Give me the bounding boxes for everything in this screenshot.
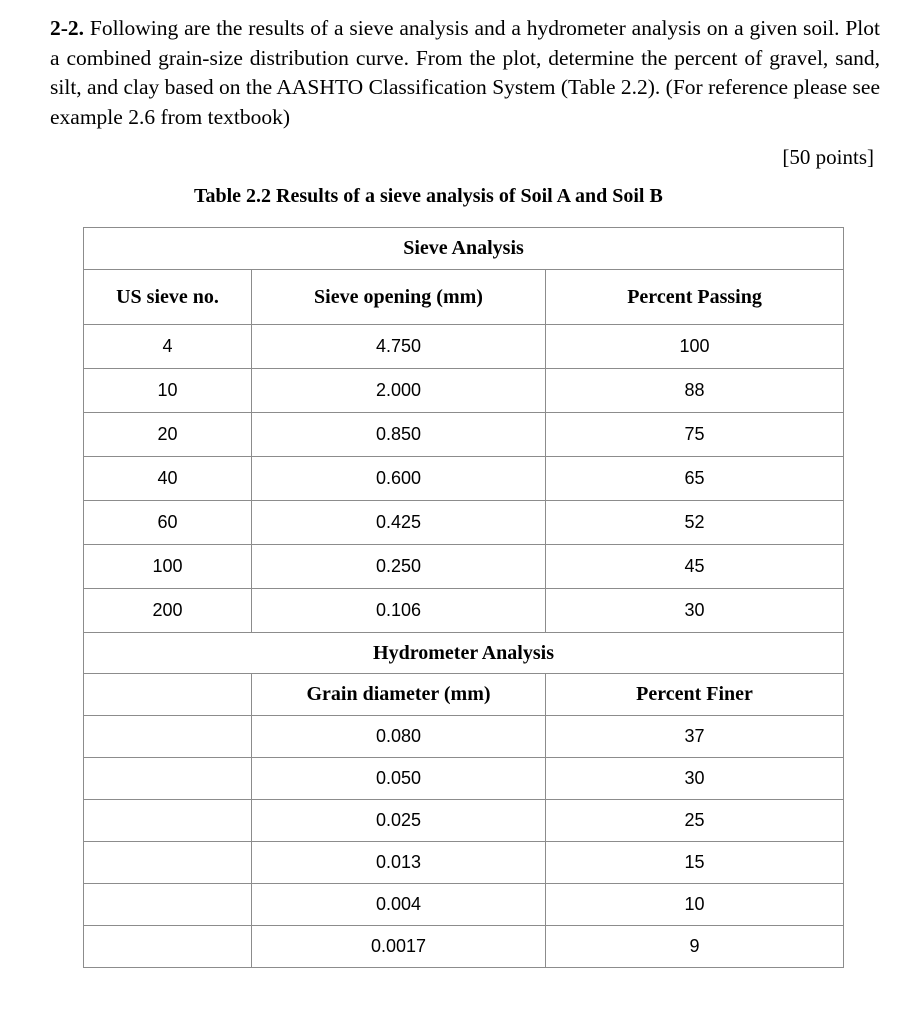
hydrometer-row	[84, 716, 844, 758]
grain-diameter-cell: 0.080	[252, 716, 546, 758]
percent-passing-cell: 88	[546, 369, 844, 413]
sieve-row	[84, 457, 844, 501]
grain-diameter-cell: 0.004	[252, 884, 546, 926]
sieve-number-cell: 4	[84, 325, 252, 369]
percent-finer-header: Percent Finer	[546, 674, 844, 716]
sieve-opening-header: Sieve opening (mm)	[252, 270, 546, 325]
percent-finer-cell: 15	[546, 842, 844, 884]
results-table	[83, 227, 844, 968]
sieve-number-cell: 10	[84, 369, 252, 413]
grain-diameter-cell: 0.025	[252, 800, 546, 842]
sieve-row	[84, 369, 844, 413]
sieve-section-title: Sieve Analysis	[84, 228, 844, 270]
sieve-number-cell: 40	[84, 457, 252, 501]
percent-passing-header: Percent Passing	[546, 270, 844, 325]
hydrometer-blank-cell	[84, 926, 252, 968]
hydrometer-row	[84, 842, 844, 884]
sieve-row	[84, 589, 844, 633]
problem-text: Following are the results of a sieve analysis and a hydrometer analysis on a given soil. Plot a combined grain-size distribution curve. From the plot, determine the percent of gravel, sand, silt, and clay based on the AASHTO Classification System (Table 2.2). (For reference please see example 2.6 from textbook)	[50, 16, 880, 129]
hydrometer-blank-cell	[84, 716, 252, 758]
percent-passing-cell: 100	[546, 325, 844, 369]
hydrometer-row	[84, 884, 844, 926]
sieve-row	[84, 545, 844, 589]
percent-finer-cell: 10	[546, 884, 844, 926]
grain-diameter-cell: 0.013	[252, 842, 546, 884]
hydrometer-section-header	[84, 633, 844, 674]
percent-finer-cell: 9	[546, 926, 844, 968]
sieve-opening-cell: 0.850	[252, 413, 546, 457]
sieve-opening-cell: 0.250	[252, 545, 546, 589]
sieve-row	[84, 413, 844, 457]
hydrometer-blank-cell	[84, 758, 252, 800]
sieve-opening-cell: 0.106	[252, 589, 546, 633]
percent-passing-cell: 52	[546, 501, 844, 545]
grain-diameter-header: Grain diameter (mm)	[252, 674, 546, 716]
grain-diameter-cell: 0.0017	[252, 926, 546, 968]
sieve-number-cell: 200	[84, 589, 252, 633]
grain-diameter-cell: 0.050	[252, 758, 546, 800]
hydrometer-column-headers	[84, 674, 844, 716]
percent-passing-cell: 75	[546, 413, 844, 457]
table-caption-text: Table 2.2 Results of a sieve analysis of Soil A and Soil B	[194, 185, 663, 207]
percent-passing-cell: 30	[546, 589, 844, 633]
sieve-number-cell: 20	[84, 413, 252, 457]
hydrometer-section-title: Hydrometer Analysis	[84, 633, 844, 674]
sieve-number-cell: 100	[84, 545, 252, 589]
percent-finer-cell: 25	[546, 800, 844, 842]
hydrometer-row	[84, 758, 844, 800]
us-sieve-no-header: US sieve no.	[84, 270, 252, 325]
sieve-opening-cell: 4.750	[252, 325, 546, 369]
table-caption	[84, 185, 844, 208]
sieve-opening-cell: 0.425	[252, 501, 546, 545]
sieve-opening-cell: 2.000	[252, 369, 546, 413]
percent-finer-cell: 37	[546, 716, 844, 758]
sieve-row	[84, 325, 844, 369]
hydrometer-blank-cell	[84, 800, 252, 842]
sieve-number-cell: 60	[84, 501, 252, 545]
hydrometer-blank-cell	[84, 884, 252, 926]
hydrometer-row	[84, 926, 844, 968]
sieve-opening-cell: 0.600	[252, 457, 546, 501]
percent-finer-cell: 30	[546, 758, 844, 800]
hydrometer-blank-cell	[84, 842, 252, 884]
sieve-section-header	[84, 228, 844, 270]
percent-passing-cell: 65	[546, 457, 844, 501]
percent-passing-cell: 45	[546, 545, 844, 589]
sieve-column-headers	[84, 270, 844, 325]
problem-statement	[50, 14, 880, 132]
hydrometer-row	[84, 800, 844, 842]
problem-number: 2-2.	[50, 16, 85, 40]
sieve-row	[84, 501, 844, 545]
hydrometer-blank-header	[84, 674, 252, 716]
points-label: [50 points]	[782, 145, 874, 169]
